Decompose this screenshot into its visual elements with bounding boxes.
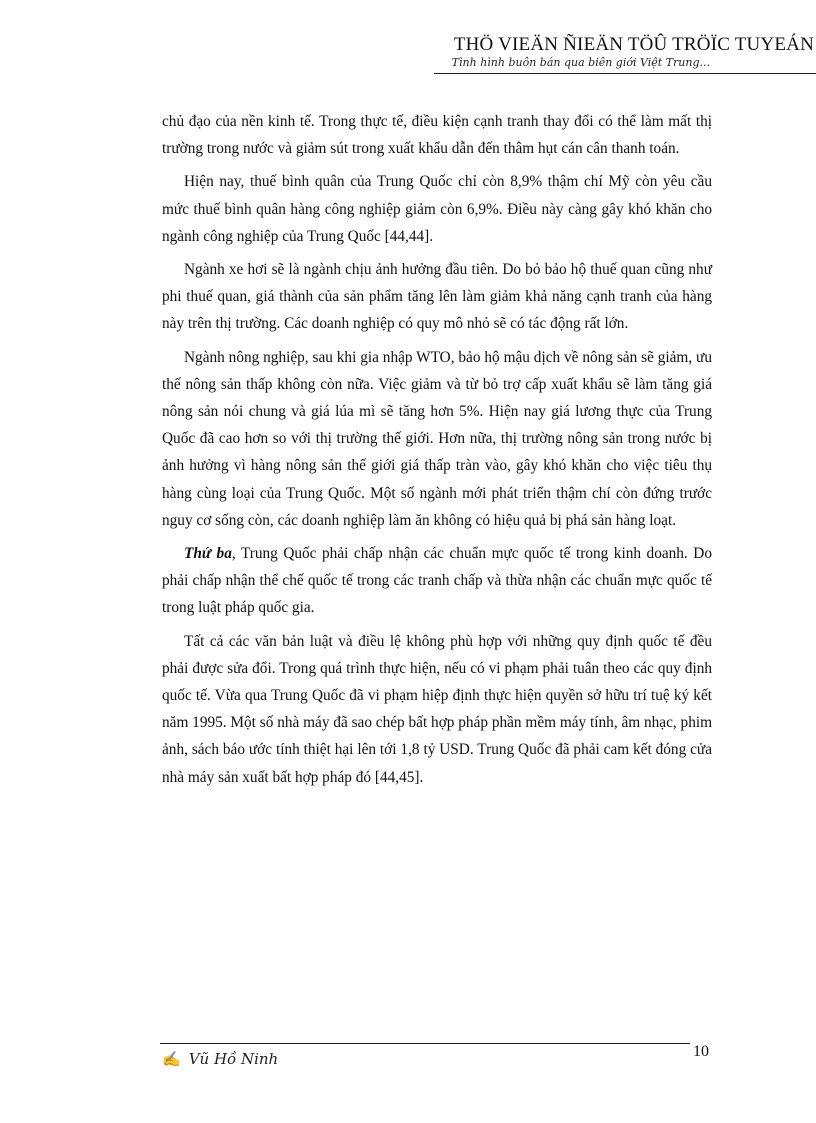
paragraph: Tất cả các văn bản luật và điều lệ không phù hợp với những quy định quốc tế đều phải được sửa đổi. Trong quá trình thực hiện, nếu có vi phạm phải tuân theo các quy định quốc tế. Vừa qua Trung Quốc đã vi phạm hiệp định thực hiện quyền sở hữu trí tuệ ký kết năm 1995. Một số nhà máy đã sao chép bất hợp pháp phần mềm máy tính, âm nhạc, phim ảnh, sách báo ước tính thiệt hại lên tới 1,8 tỷ USD. Trung Quốc đã phải cam kết đóng cửa nhà máy sản xuất bất hợp pháp đó [44,45].	[162, 632, 712, 786]
paragraph: Ngành xe hơi sẽ là ngành chịu ảnh hưởng đầu tiên. Do bỏ bảo hộ thuế quan cũng như phi thuế quan, giá thành của sản phẩm tăng lên làm giảm khả năng cạnh tranh của hàng này trên thị trường. Các doanh nghiệp có quy mô nhỏ sẽ có tác động rất lớn.	[162, 261, 712, 333]
header-divider	[434, 73, 816, 74]
footer-divider	[160, 1043, 690, 1044]
pen-icon: ✍	[162, 1050, 181, 1068]
document-body	[162, 108, 712, 797]
paragraph: chủ đạo của nền kinh tế. Trong thực tế, điều kiện cạnh tranh thay đổi có thể làm mất thị trường trong nước và giảm sút trong xuất khẩu dẫn đến thâm hụt cán cân thanh toán.	[162, 113, 712, 158]
paragraph: Hiện nay, thuế bình quân của Trung Quốc chỉ còn 8,9% thậm chí Mỹ còn yêu cầu mức thuế bình quân hàng công nghiệp giảm còn 6,9%. Điều này càng gây khó khăn cho ngành công nghiệp của Trung Quốc [44,44].	[162, 173, 712, 245]
running-title: Tình hình buôn bán qua biên giới Việt Trung...	[451, 56, 710, 69]
library-title: THÖ VIEÄN ÑIEÄN TÖÛ TRÖÏC TUYEÁN	[453, 34, 814, 55]
paragraph-lead: Thứ ba	[184, 545, 232, 563]
page-number: 10	[693, 1043, 709, 1060]
page-header	[0, 26, 816, 78]
footer-author	[162, 1050, 278, 1068]
paragraph: Ngành nông nghiệp, sau khi gia nhập WTO, bảo hộ mậu dịch về nông sản sẽ giảm, ưu thế nông sản thấp không còn nữa. Việc giảm và từ bỏ trợ cấp xuất khẩu sẽ làm tăng giá nông sản nói chung và giá lúa mì sẽ tăng hơn 5%. Hiện nay giá lương thực của Trung Quốc đã cao hơn so với thị trường thế giới. Hơn nữa, thị trường nông sản trong nước bị ảnh hưởng vì hàng nông sản thế giới giá thấp tràn vào, gây khó khăn cho việc tiêu thụ hàng cùng loại của Trung Quốc. Một số ngành mới phát triển thậm chí còn đứng trước nguy cơ sống còn, các doanh nghiệp làm ăn không có hiệu quả bị phá sản hàng loạt.	[162, 348, 712, 529]
paragraph-text: , Trung Quốc phải chấp nhận các chuẩn mực quốc tế trong kinh doanh. Do phải chấp nhận thể chế quốc tế trong các tranh chấp và thừa nhận các chuẩn mực quốc tế trong luật pháp quốc gia.	[162, 545, 712, 617]
author-name: Vũ Hồ Ninh	[188, 1050, 279, 1068]
paragraph	[162, 540, 712, 622]
